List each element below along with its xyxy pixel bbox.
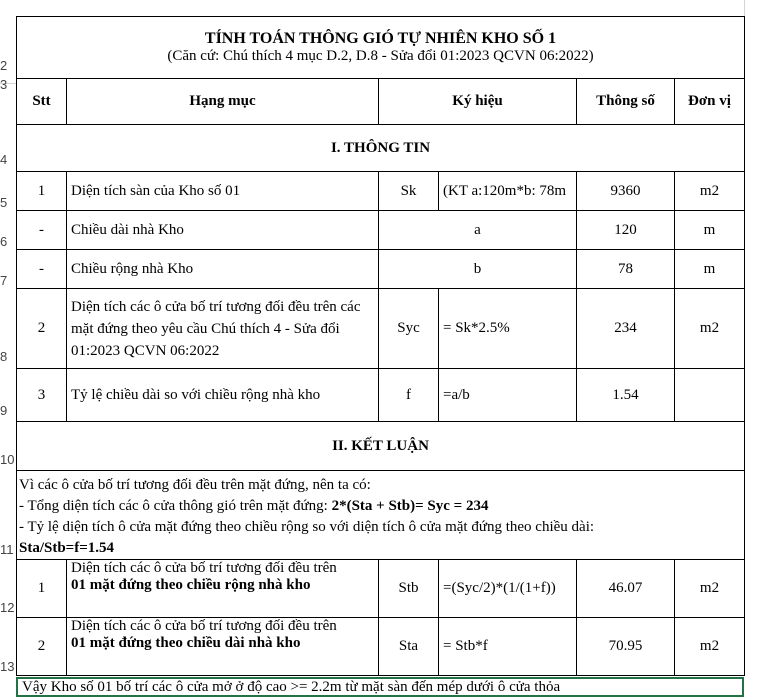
conclusion-line: - Tỷ lệ diện tích ô cửa mặt đứng theo chiều rộng so với diện tích ô cửa mặt đứng theo chiều dài: — [19, 519, 595, 535]
cell-symbol[interactable]: Syc — [379, 289, 439, 369]
cell-item[interactable]: Tỷ lệ chiều dài so với chiều rộng nhà kho — [67, 369, 379, 422]
row-number[interactable]: 10 — [0, 452, 15, 467]
cell-item[interactable]: Diện tích các ô cửa bố trí tương đối đều trên các mặt đứng theo yêu cầu Chú thích 4 - Sửa đổi 01:2023 QCVN 06:2022 — [67, 289, 379, 369]
title-cell[interactable] — [17, 17, 745, 79]
cell-value[interactable]: 234 — [577, 289, 675, 369]
cell-symbol[interactable]: Stb — [379, 560, 439, 618]
cell-unit[interactable]: m — [675, 211, 745, 250]
row-header[interactable] — [0, 0, 16, 697]
header-row — [17, 79, 745, 125]
table-row — [17, 250, 745, 289]
cell-stt[interactable]: - — [17, 211, 67, 250]
row-number[interactable]: 6 — [0, 234, 8, 249]
cell-stt[interactable]: 2 — [17, 289, 67, 369]
row-number[interactable]: 2 — [0, 58, 8, 73]
row-number[interactable]: 4 — [0, 152, 8, 167]
column-header-strip — [16, 0, 771, 16]
cell-symbol[interactable]: b — [379, 250, 577, 289]
row-number[interactable]: 13 — [0, 659, 15, 674]
cell-stt[interactable]: 2 — [17, 618, 67, 676]
conclusion-text: - Tổng diện tích các ô cửa thông gió trên mặt đứng: — [19, 498, 332, 514]
cell-formula[interactable]: = Stb*f — [439, 618, 577, 676]
row-number[interactable]: 12 — [0, 600, 15, 615]
table-row — [17, 369, 745, 422]
row-number[interactable]: 11 — [0, 542, 14, 557]
header-symbol[interactable]: Ký hiệu — [379, 79, 577, 125]
cell-unit[interactable] — [675, 369, 745, 422]
final-conclusion-text: Vậy Kho số 01 bố trí các ô cửa mở ở độ cao >= 2.2m từ mặt sàn đến mép dưới ô cửa thỏa — [22, 679, 561, 695]
cell-symbol[interactable]: a — [379, 211, 577, 250]
cell-symbol[interactable]: Sta — [379, 618, 439, 676]
selected-cell[interactable] — [16, 677, 744, 697]
header-stt[interactable]: Stt — [17, 79, 67, 125]
sheet-title: TÍNH TOÁN THÔNG GIÓ TỰ NHIÊN KHO SỐ 1 — [204, 30, 557, 47]
conclusion-cell[interactable] — [17, 471, 745, 560]
conclusion-row — [17, 471, 745, 560]
cell-value[interactable]: 120 — [577, 211, 675, 250]
cell-symbol[interactable]: Sk — [379, 172, 439, 211]
row-number[interactable]: 7 — [0, 273, 8, 288]
cell-item[interactable] — [67, 618, 379, 676]
cell-unit[interactable]: m2 — [675, 560, 745, 618]
title-row — [17, 17, 745, 79]
cell-item[interactable] — [67, 560, 379, 618]
cell-item[interactable]: Diện tích sàn của Kho số 01 — [67, 172, 379, 211]
cell-formula[interactable]: =a/b — [439, 369, 577, 422]
section-row — [17, 125, 745, 172]
row-number[interactable]: 9 — [0, 403, 8, 418]
table-row — [17, 618, 745, 676]
conclusion-line — [19, 496, 742, 517]
cell-stt[interactable]: 1 — [17, 560, 67, 618]
cell-unit[interactable]: m2 — [675, 289, 745, 369]
cell-formula[interactable]: =(Syc/2)*(1/(1+f)) — [439, 560, 577, 618]
table-row — [17, 289, 745, 369]
spreadsheet-table — [16, 16, 745, 676]
cell-formula[interactable]: (KT a:120m*b: 78m — [439, 172, 577, 211]
table-row — [17, 560, 745, 618]
cell-formula[interactable]: = Sk*2.5% — [439, 289, 577, 369]
header-unit[interactable]: Đơn vị — [675, 79, 745, 125]
cell-value[interactable]: 9360 — [577, 172, 675, 211]
cell-item-text: Diện tích các ô cửa bố trí tương đối đều trên — [71, 560, 337, 576]
conclusion-line: Vì các ô cửa bố trí tương đối đều trên mặt đứng, nên ta có: — [19, 477, 371, 493]
cell-unit[interactable]: m2 — [675, 618, 745, 676]
cell-stt[interactable]: - — [17, 250, 67, 289]
sheet-subtitle: (Căn cứ: Chú thích 4 mục D.2, D.8 - Sửa đổi 01:2023 QCVN 06:2022) — [167, 48, 594, 64]
cell-stt[interactable]: 1 — [17, 172, 67, 211]
cell-item[interactable]: Chiều dài nhà Kho — [67, 211, 379, 250]
row-number[interactable]: 8 — [0, 349, 8, 364]
table-row — [17, 211, 745, 250]
cell-value[interactable]: 46.07 — [577, 560, 675, 618]
cell-symbol[interactable]: f — [379, 369, 439, 422]
row-number[interactable]: 3 — [0, 77, 8, 92]
header-item[interactable]: Hạng mục — [67, 79, 379, 125]
cell-item-bold: 01 mặt đứng theo chiều dài nhà kho — [71, 635, 301, 651]
cell-value[interactable]: 70.95 — [577, 618, 675, 676]
cell-value[interactable]: 78 — [577, 250, 675, 289]
section-title-conclusion[interactable]: II. KẾT LUẬN — [17, 422, 745, 471]
row-number[interactable]: 5 — [0, 195, 8, 210]
cell-item-bold: 01 mặt đứng theo chiều rộng nhà kho — [71, 577, 311, 593]
conclusion-ratio: Sta/Stb=f=1.54 — [19, 540, 115, 556]
cell-item[interactable]: Chiều rộng nhà Kho — [67, 250, 379, 289]
cell-unit[interactable]: m2 — [675, 172, 745, 211]
section-row — [17, 422, 745, 471]
section-title-info[interactable]: I. THÔNG TIN — [17, 125, 745, 172]
cell-item-text: Diện tích các ô cửa bố trí tương đối đều trên — [71, 618, 337, 634]
header-value[interactable]: Thông số — [577, 79, 675, 125]
table-row — [17, 172, 745, 211]
cell-stt[interactable]: 3 — [17, 369, 67, 422]
conclusion-formula: 2*(Sta + Stb)= Syc = 234 — [331, 498, 489, 514]
cell-value[interactable]: 1.54 — [577, 369, 675, 422]
cell-unit[interactable]: m — [675, 250, 745, 289]
